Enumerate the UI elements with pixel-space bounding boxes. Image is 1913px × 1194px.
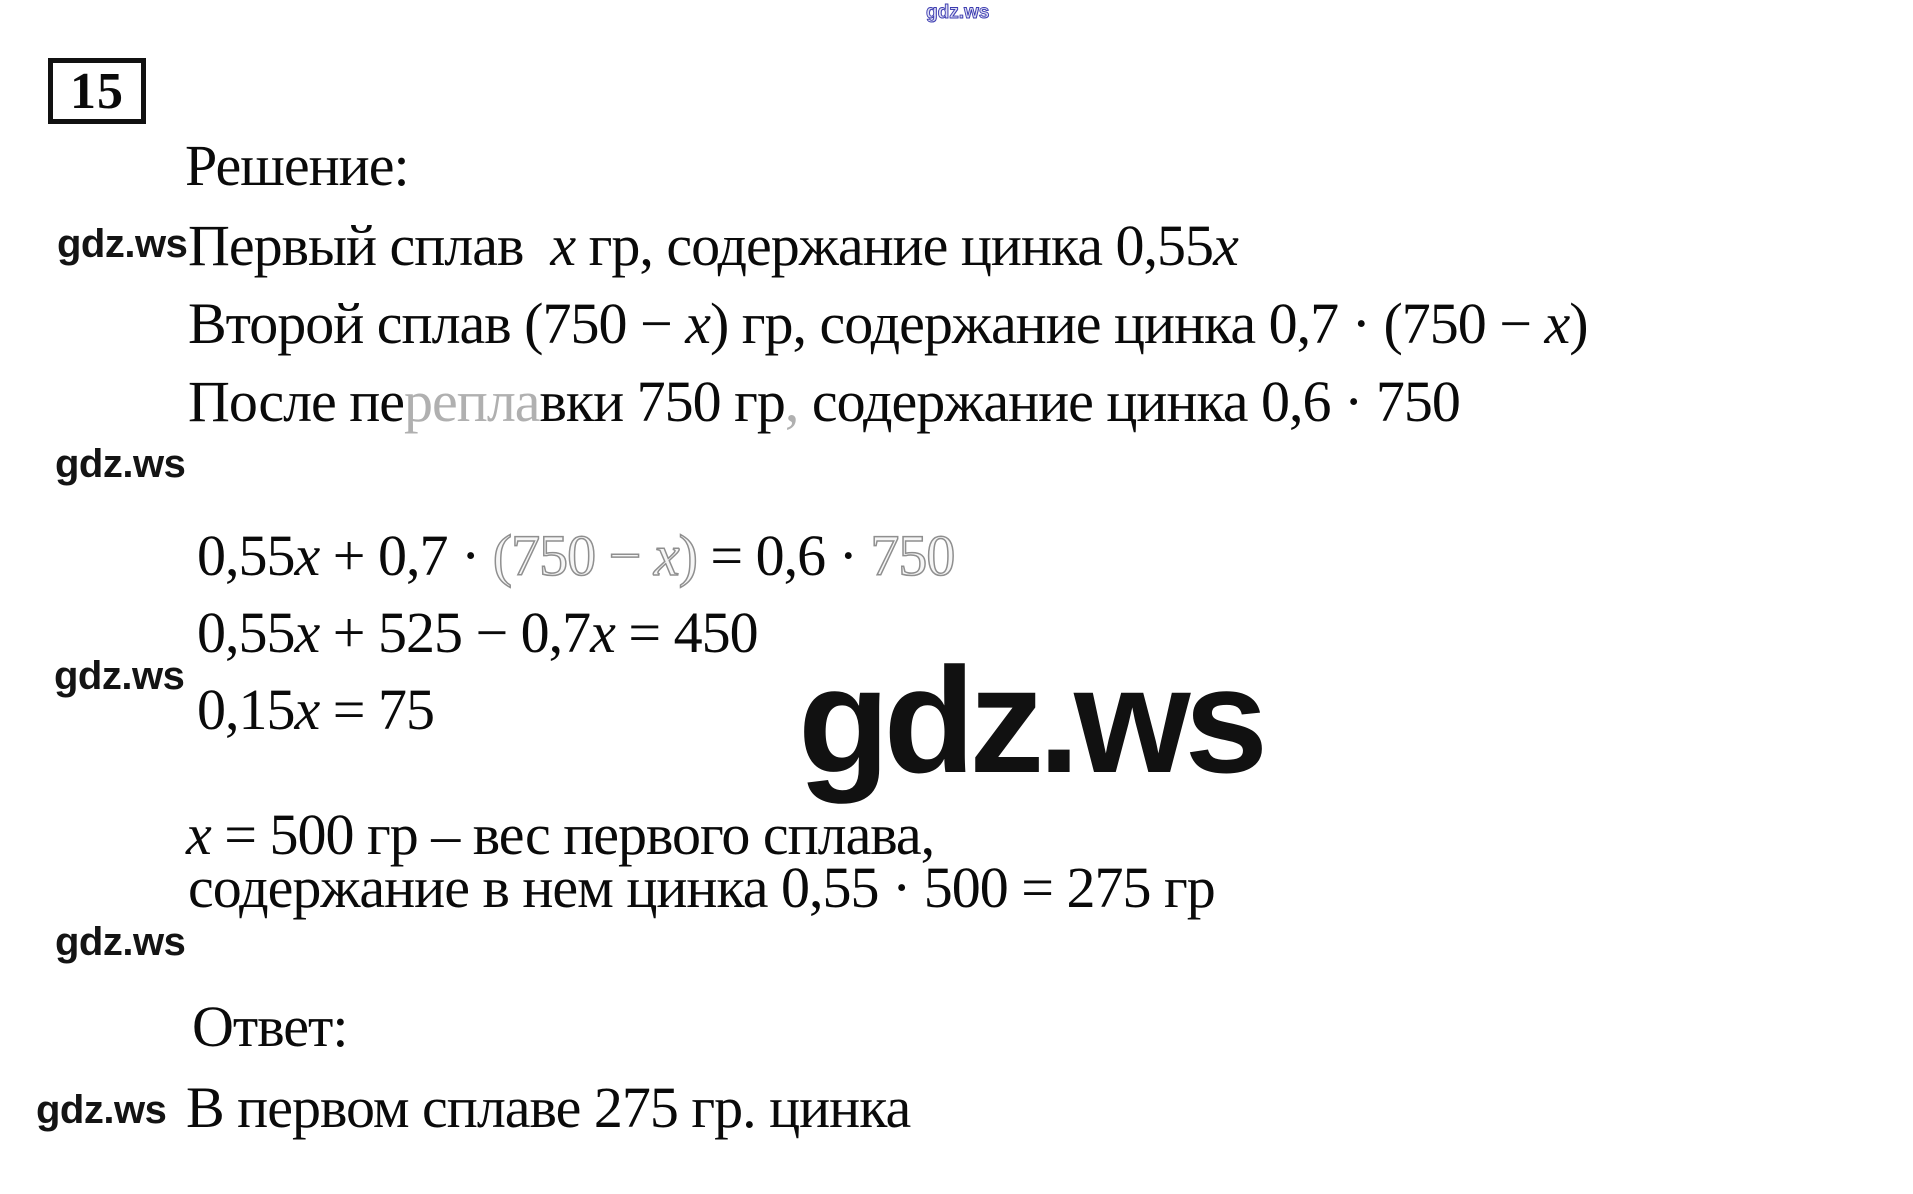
problem-number: 15 — [70, 62, 124, 120]
text-segment: x — [294, 523, 320, 588]
solution-line-second-alloy — [188, 292, 1588, 356]
text-segment: , — [784, 369, 799, 434]
gdzws-left-watermark-2: gdz.ws — [55, 442, 186, 486]
gdzws-left-watermark-5: gdz.ws — [36, 1088, 167, 1132]
text-segment: = 500 гр – вес первого сплава, — [210, 802, 935, 867]
answer-heading: Ответ: — [192, 994, 348, 1059]
text-segment: = 0,6 · — [696, 523, 871, 588]
solution-heading: Решение: — [185, 133, 409, 198]
text-segment: x — [186, 802, 211, 867]
solution-line-zinc-content — [188, 856, 1215, 920]
text-segment: Второй сплав (750 − — [188, 291, 686, 356]
text-segment: ) гр, содержание цинка 0,7 · (750 − — [709, 291, 1545, 356]
text-segment: 0,55 — [197, 523, 295, 588]
text-segment: + 525 − 0,7 — [319, 600, 591, 665]
gdzws-left-watermark-4: gdz.ws — [55, 920, 186, 964]
text-segment: x — [294, 600, 320, 665]
text-segment: репла — [404, 369, 540, 434]
text-segment: 0,55 — [197, 600, 295, 665]
text-segment: x — [590, 600, 615, 665]
gdzws-left-watermark-3: gdz.ws — [54, 654, 185, 698]
problem-number-box — [48, 58, 146, 124]
text-segment: x — [653, 523, 679, 588]
solution-equation-2 — [197, 601, 758, 665]
text-segment: x — [550, 213, 576, 278]
text-segment: x — [1544, 291, 1570, 356]
text-segment: 0,15 — [197, 677, 295, 742]
text-segment: 750 — [870, 523, 955, 588]
solution-line-after-melting — [188, 370, 1460, 434]
text-segment: содержание в нем цинка 0,55 · 500 = 275 гр — [188, 855, 1215, 920]
solution-equation-3 — [197, 678, 434, 742]
text-segment: x — [685, 291, 710, 356]
text-segment: + 0,7 · — [319, 523, 493, 588]
text-segment: Первый сплав — [188, 213, 551, 278]
text-segment: ) — [678, 523, 697, 588]
text-segment: x — [1213, 213, 1238, 278]
text-segment: (750 − — [492, 523, 654, 588]
text-segment: вки 750 гр — [539, 369, 785, 434]
text-segment: гр, содержание цинка 0,55 — [575, 213, 1214, 278]
text-segment: После пе — [188, 369, 405, 434]
solution-equation-1 — [197, 524, 954, 588]
text-segment: x — [294, 677, 320, 742]
gdzws-big-watermark: gdz.ws — [798, 636, 1263, 804]
answer-line: В первом сплаве 275 гр. цинка — [186, 1075, 911, 1140]
text-segment: = 75 — [319, 677, 434, 742]
text-segment: содержание цинка 0,6 · 750 — [798, 369, 1460, 434]
solution-line-first-alloy — [188, 214, 1238, 278]
text-segment: ) — [1569, 291, 1588, 356]
gdzws-top-watermark: gdz.ws — [926, 2, 990, 23]
text-segment: = 450 — [614, 600, 758, 665]
gdzws-left-watermark-1: gdz.ws — [57, 222, 188, 266]
